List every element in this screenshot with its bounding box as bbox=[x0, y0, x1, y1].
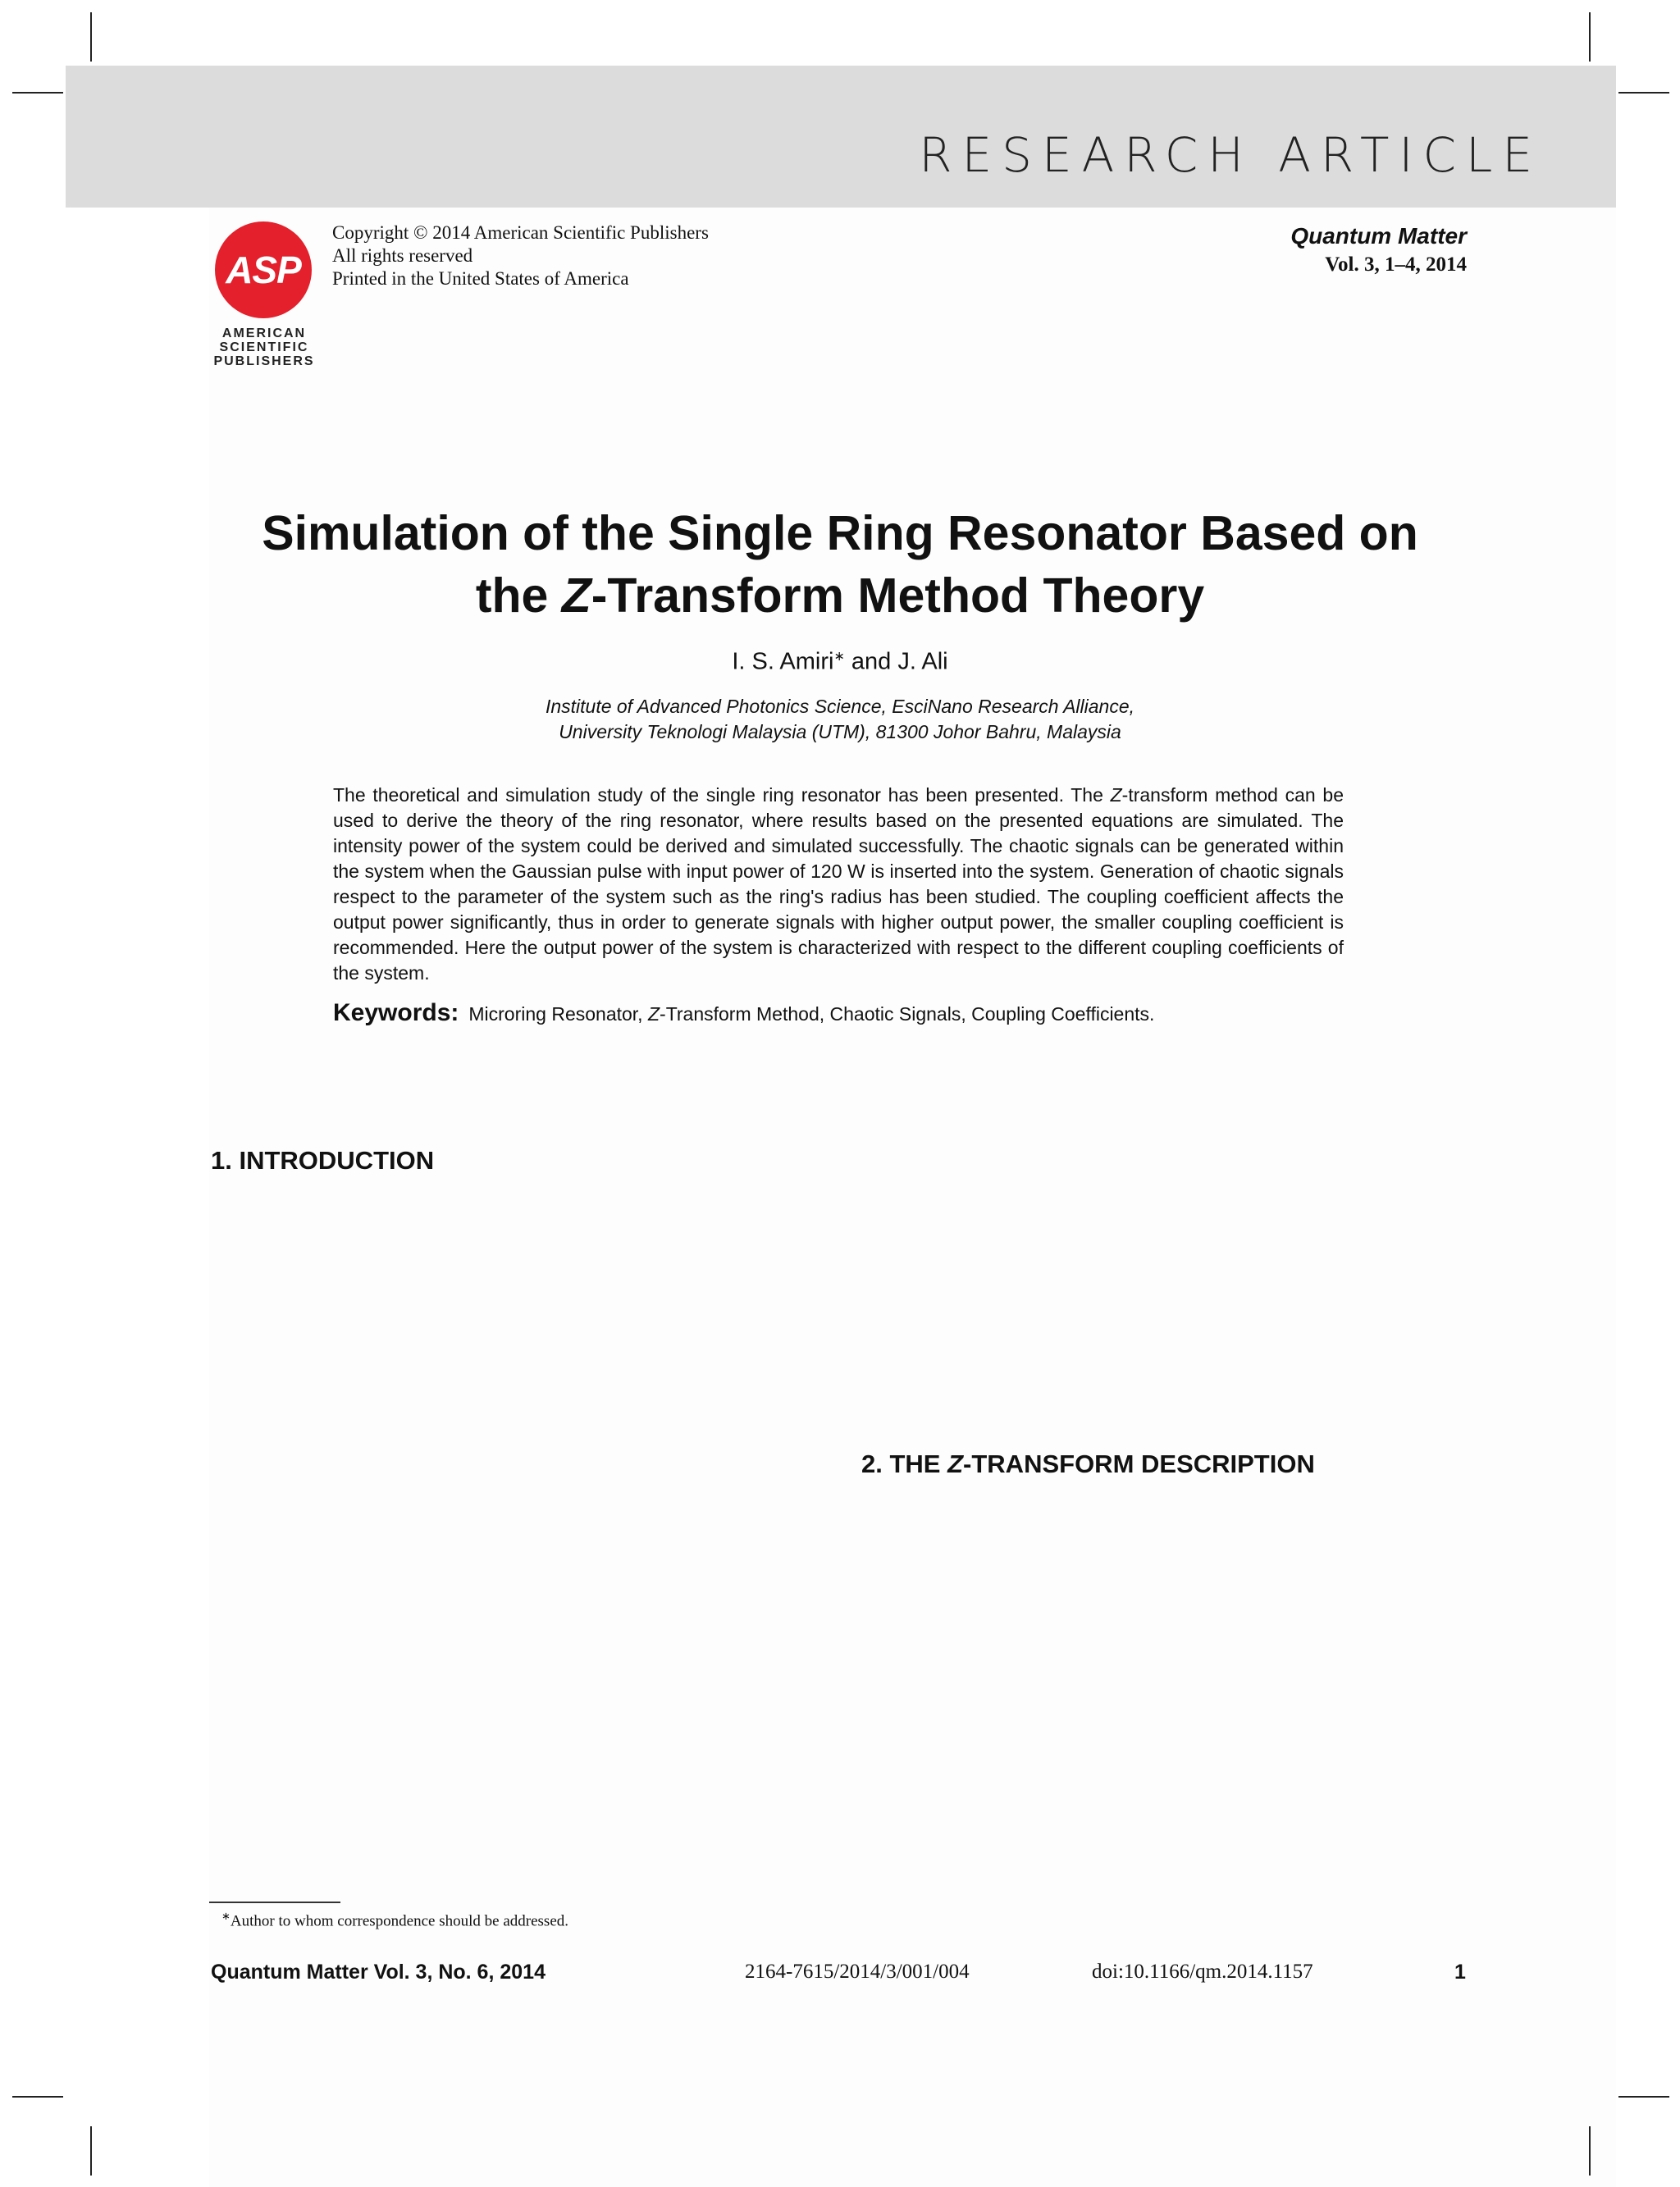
logo-word: SCIENTIFIC bbox=[219, 340, 309, 354]
keywords-text: -Transform Method, Chaotic Signals, Coupling Coefficients. bbox=[660, 1003, 1155, 1025]
title-line-1: Simulation of the Single Ring Resonator Based on bbox=[262, 506, 1418, 560]
crop-mark bbox=[12, 2096, 63, 2098]
logo-wordmark bbox=[212, 326, 317, 368]
footnote-mark: ∗ bbox=[221, 1910, 231, 1922]
article-type-label: RESEARCH ARTICLE bbox=[919, 127, 1542, 183]
footnote bbox=[221, 1910, 568, 1930]
section-z: Z bbox=[947, 1450, 964, 1478]
logo-word: AMERICAN bbox=[221, 326, 307, 340]
crop-mark bbox=[1589, 12, 1591, 62]
corresponding-mark: ∗ bbox=[833, 650, 845, 664]
footer-journal: Quantum Matter Vol. 3, No. 6, 2014 bbox=[211, 1961, 546, 1984]
abstract-text: The theoretical and simulation study of the single ring resonator has been presented. The bbox=[333, 784, 1111, 806]
abstract-text: -transform method can be used to derive the theory of the ring resonator, where results based on the presented equations are simulated. The intensity power of the system could be derived and simulated successfully. The chaotic signals can be generated within the system when the Gaussian pulse with input power of 120 W is inserted into the system. Generation of chaotic signals respect to the parameter of the system such as the ring's radius has been studied. The coupling coefficient affects the output power significantly, thus in order to generate signals with higher output power, the smaller coupling coefficient is recommended. Here the output power of the system is characterized with respect to the different coupling coefficients of the system. bbox=[333, 784, 1344, 984]
author-line bbox=[0, 648, 1680, 676]
logo-word: PUBLISHERS bbox=[213, 354, 315, 368]
article-title bbox=[0, 502, 1680, 627]
header-band bbox=[66, 66, 1616, 208]
keywords-label: Keywords: bbox=[333, 999, 459, 1026]
title-text: the bbox=[475, 568, 562, 623]
copyright-block bbox=[332, 221, 709, 290]
author-name: and J. Ali bbox=[844, 648, 948, 675]
keywords-text: Microring Resonator, bbox=[468, 1003, 648, 1025]
journal-volume: Vol. 3, 1–4, 2014 bbox=[1325, 253, 1467, 276]
title-text: -Transform Method Theory bbox=[591, 568, 1205, 623]
title-line-2 bbox=[0, 564, 1680, 627]
crop-mark bbox=[90, 2126, 92, 2176]
abstract-z: Z bbox=[1110, 784, 1122, 806]
copyright-line: All rights reserved bbox=[332, 245, 473, 266]
page-number: 1 bbox=[1454, 1961, 1466, 1984]
crop-mark bbox=[1618, 92, 1669, 94]
crop-mark bbox=[12, 92, 63, 94]
footnote-rule bbox=[209, 1902, 340, 1903]
crop-mark bbox=[1618, 2096, 1669, 2098]
author-name: I. S. Amiri bbox=[732, 648, 834, 675]
footer-doi: doi:10.1166/qm.2014.1157 bbox=[1092, 1961, 1313, 1983]
section-text: -TRANSFORM DESCRIPTION bbox=[963, 1450, 1315, 1478]
title-z: Z bbox=[561, 568, 591, 623]
logo-mark: ASP bbox=[226, 249, 301, 291]
keywords-z: Z bbox=[647, 1003, 660, 1025]
publisher-logo bbox=[212, 221, 317, 368]
journal-info bbox=[1290, 221, 1467, 279]
section-text: 2. THE bbox=[861, 1450, 948, 1478]
crop-mark bbox=[90, 12, 92, 62]
section-heading-introduction: 1. INTRODUCTION bbox=[211, 1146, 435, 1175]
affiliation bbox=[0, 694, 1680, 745]
journal-name: Quantum Matter bbox=[1290, 223, 1467, 249]
copyright-line: Copyright © 2014 American Scientific Publishers bbox=[332, 222, 709, 243]
abstract bbox=[333, 783, 1344, 986]
affiliation-line: Institute of Advanced Photonics Science, EsciNano Research Alliance, bbox=[545, 696, 1135, 717]
logo-circle bbox=[215, 221, 312, 318]
footer-issn: 2164-7615/2014/3/001/004 bbox=[745, 1961, 970, 1983]
crop-mark bbox=[1589, 2126, 1591, 2176]
footnote-text: Author to whom correspondence should be addressed. bbox=[230, 1912, 568, 1930]
keywords bbox=[333, 999, 1344, 1027]
section-heading-ztransform bbox=[861, 1450, 1315, 1479]
affiliation-line: University Teknologi Malaysia (UTM), 81300 Johor Bahru, Malaysia bbox=[559, 721, 1121, 742]
copyright-line: Printed in the United States of America bbox=[332, 268, 629, 289]
